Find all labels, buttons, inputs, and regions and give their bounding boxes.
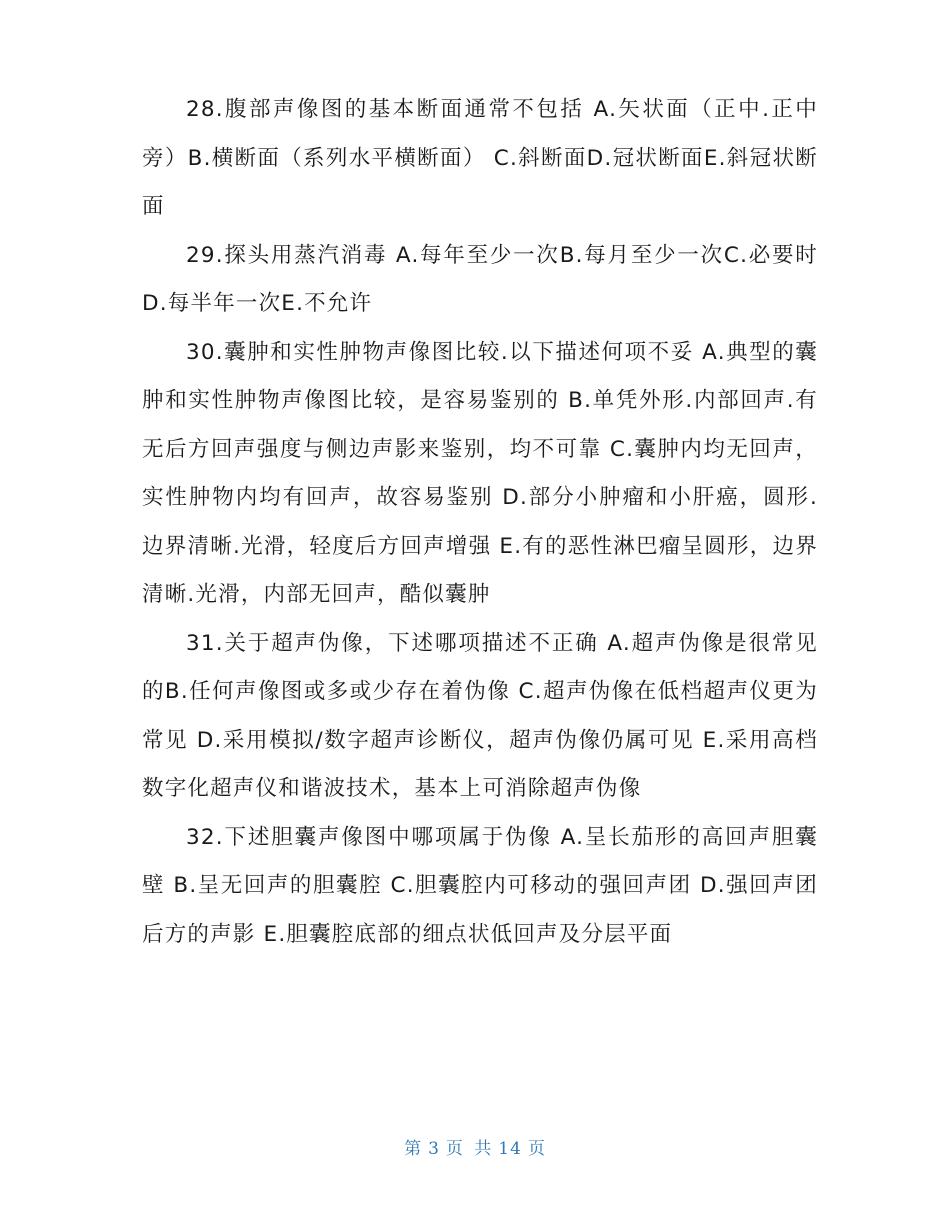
footer-middle: 页 共 bbox=[445, 1139, 493, 1159]
question-28: 28.腹部声像图的基本断面通常不包括 A.矢状面（正中.正中旁）B.横断面（系列水平横断面） C.斜断面D.冠状断面E.斜冠状断面 bbox=[142, 97, 818, 219]
footer-prefix: 第 bbox=[404, 1139, 423, 1159]
question-list bbox=[142, 86, 818, 959]
page-footer bbox=[0, 1134, 950, 1159]
question-30: 30.囊肿和实性肿物声像图比较.以下描述何项不妥 A.典型的囊肿和实性肿物声像图比较，是容易鉴别的 B.单凭外形.内部回声.有无后方回声强度与侧边声影来鉴别，均不可靠 C.囊肿内均无回声，实性肿物内均有回声，故容易鉴别 D.部分小肿瘤和小肝癌，圆形.边界清晰.光滑，轻度后方回声增强 E.有的恶性淋巴瘤呈圆形，边界清晰.光滑，内部无回声，酷似囊肿 bbox=[142, 339, 818, 607]
footer-suffix: 页 bbox=[527, 1139, 546, 1159]
footer-total-pages: 14 bbox=[498, 1139, 522, 1159]
question-32: 32.下述胆囊声像图中哪项属于伪像 A.呈长茄形的高回声胆囊壁 B.呈无回声的胆囊腔 C.胆囊腔内可移动的强回声团 D.强回声团后方的声影 E.胆囊腔底部的细点状低回声及分层平面 bbox=[142, 824, 818, 947]
question-31: 31.关于超声伪像，下述哪项描述不正确 A.超声伪像是很常见的B.任何声像图或多或少存在着伪像 C.超声伪像在低档超声仪更为常见 D.采用模拟/数字超声诊断仪，超声伪像仍属可见 E.采用高档数字化超声仪和谐波技术，基本上可消除超声伪像 bbox=[142, 630, 818, 801]
footer-current-page: 3 bbox=[428, 1139, 440, 1159]
question-29: 29.探头用蒸汽消毒 A.每年至少一次B.每月至少一次C.必要时D.每半年一次E.不允许 bbox=[142, 242, 818, 316]
